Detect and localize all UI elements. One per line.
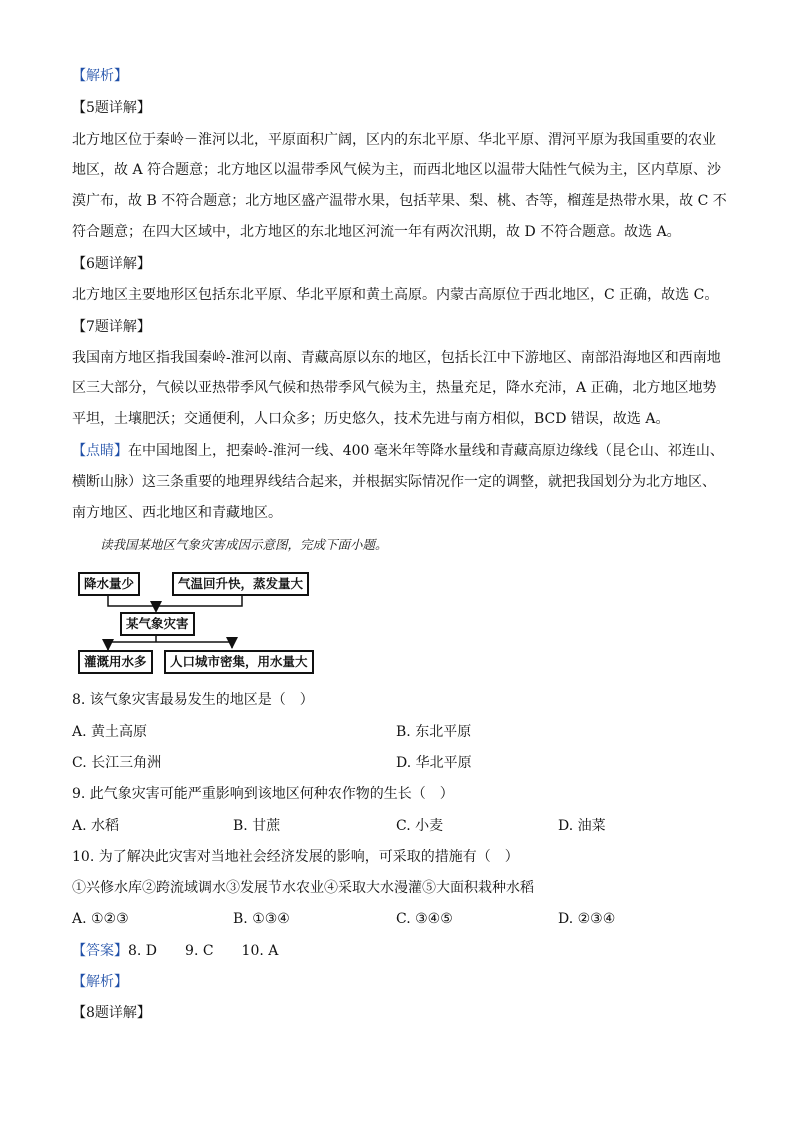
tip-text-line: 南方地区、西北地区和青藏地区。 (72, 505, 282, 521)
q6-text-line: 北方地区主要地形区包括东北平原、华北平原和黄土高原。内蒙古高原位于西北地区，C 正确，故选 C。 (72, 287, 719, 303)
q5-text-line: 北方地区位于秦岭－淮河以北，平原面积广阔，区内的东北平原、华北平原、渭河平原为我国重要的农业 (72, 132, 716, 148)
q8-option-d[interactable]: D. 华北平原 (396, 755, 472, 771)
q8-stem: 8. 该气象灾害最易发生的地区是（ ） (72, 692, 314, 708)
tip-paragraph (72, 441, 724, 461)
q8-heading: 【8题详解】 (72, 1005, 151, 1021)
q8-option-a[interactable]: A. 黄土高原 (72, 724, 148, 740)
arrow-line (108, 596, 156, 606)
answer-text: 8. D 9. C 10. A (128, 943, 279, 959)
q9-option-a[interactable]: A. 水稻 (72, 818, 120, 834)
q8-option-c[interactable]: C. 长江三角洲 (72, 755, 162, 771)
box-weather-disaster: 某气象灾害 (120, 612, 195, 636)
arrow-line (108, 642, 232, 650)
q5-text-line: 地区，故 A 符合题意；北方地区以温带季风气候为主，而西北地区以温带大陆性气候为主，区内草原、沙 (72, 162, 722, 178)
analysis-heading: 【解析】 (72, 68, 128, 84)
q10-option-b[interactable]: B. ①③④ (233, 911, 290, 927)
q9-option-b[interactable]: B. 甘蔗 (233, 818, 281, 834)
q8-option-b[interactable]: B. 东北平原 (396, 724, 472, 740)
answer-line (72, 941, 278, 961)
q7-text-line: 区三大部分，气候以亚热带季风气候和热带季风气候为主，热量充足，降水充沛，A 正确，北方地区地势 (72, 380, 717, 396)
cause-diagram (72, 566, 312, 676)
arrow-line (156, 596, 242, 610)
q7-text-line: 平坦，土壤肥沃；交通便利，人口众多；历史悠久，技术先进与南方相似，BCD 错误，故选 A。 (72, 411, 670, 427)
q10-stem: 10. 为了解决此灾害对当地社会经济发展的影响，可采取的措施有（ ） (72, 849, 519, 865)
q9-stem: 9. 此气象灾害可能严重影响到该地区何种农作物的生长（ ） (72, 786, 454, 802)
tip-text-line: 在中国地图上，把秦岭-淮河一线、400 毫米年等降水量线和青藏高原边缘线（昆仑山、祁连山、 (128, 443, 724, 459)
box-irrigation: 灌溉用水多 (78, 650, 153, 674)
answer-label: 【答案】 (72, 943, 128, 959)
q9-option-c[interactable]: C. 小麦 (396, 818, 444, 834)
diagram-caption: 读我国某地区气象灾害成因示意图，完成下面小题。 (100, 537, 388, 552)
q10-option-d[interactable]: D. ②③④ (558, 911, 616, 927)
q6-heading: 【6题详解】 (72, 256, 151, 272)
q5-text-line: 符合题意；在四大区域中，北方地区的东北地区河流一年有两次汛期，故 D 不符合题意。故选 A。 (72, 224, 681, 240)
q7-text-line: 我国南方地区指我国秦岭-淮河以南、青藏高原以东的地区，包括长江中下游地区、南部沿海地区和西南地 (72, 350, 721, 366)
q10-option-c[interactable]: C. ③④⑤ (396, 911, 453, 927)
box-low-rainfall: 降水量少 (78, 572, 140, 596)
q10-measures: ①兴修水库②跨流域调水③发展节水农业④采取大水漫灌⑤大面积栽种水稻 (72, 880, 534, 896)
q10-option-a[interactable]: A. ①②③ (72, 911, 129, 927)
box-temperature-evaporation: 气温回升快，蒸发量大 (172, 572, 309, 596)
q5-text-line: 漠广布，故 B 不符合题意；北方地区盛产温带水果，包括苹果、梨、桃、杏等，榴莲是热带水果，故 C 不 (72, 193, 727, 209)
analysis-heading-2: 【解析】 (72, 974, 128, 990)
q7-heading: 【7题详解】 (72, 319, 151, 335)
box-urban-water-use: 人口城市密集，用水量大 (164, 650, 314, 674)
tip-text-line: 横断山脉）这三条重要的地理界线结合起来，并根据实际情况作一定的调整，就把我国划分为北方地区、 (72, 474, 716, 490)
q9-option-d[interactable]: D. 油菜 (558, 818, 606, 834)
q5-heading: 【5题详解】 (72, 100, 151, 116)
tip-label: 【点睛】 (72, 443, 128, 459)
